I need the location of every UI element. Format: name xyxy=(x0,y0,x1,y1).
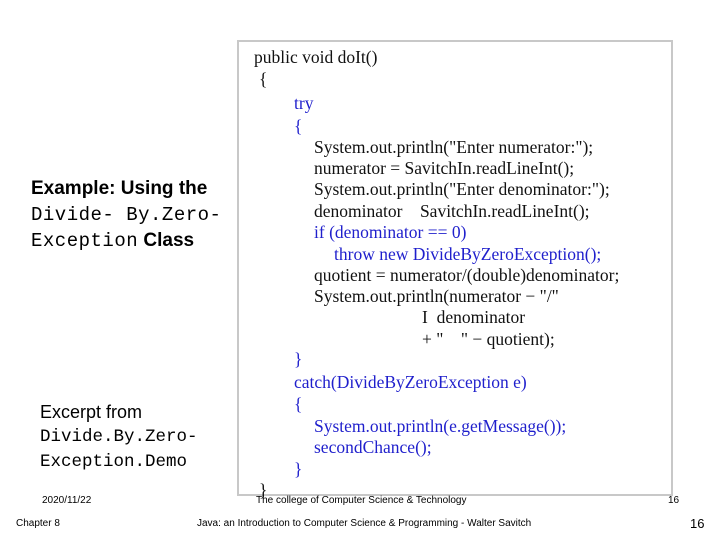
footer-chapter: Chapter 8 xyxy=(16,518,60,529)
code-line-2: { xyxy=(259,69,268,89)
title-line-1: Example: Using the xyxy=(31,178,208,199)
code-listing xyxy=(237,40,673,500)
code-line-1: public void doIt() xyxy=(254,47,378,67)
page-number: 16 xyxy=(690,516,705,531)
caption-line-2: Divide.By.Zero- xyxy=(40,427,198,447)
footer-date: 2020/11/22 xyxy=(42,495,92,506)
title-line-2: Divide- By.Zero- xyxy=(31,204,222,226)
code-line-15: } xyxy=(294,349,303,369)
code-line-10: throw new DivideByZeroException(); xyxy=(334,244,602,264)
code-line-9: if (denominator == 0) xyxy=(314,222,467,242)
code-line-20: } xyxy=(294,459,303,479)
title-line-3 xyxy=(31,228,246,254)
excerpt-caption xyxy=(40,400,240,475)
code-line-4: { xyxy=(294,116,303,136)
code-line-19: secondChance(); xyxy=(314,437,432,457)
code-line-8: denominator SavitchIn.readLineInt(); xyxy=(314,201,590,221)
code-line-18: System.out.println(e.getMessage()); xyxy=(314,416,567,436)
code-line-13: I denominator xyxy=(422,307,526,327)
caption-line-3: Exception.Demo xyxy=(40,452,188,472)
footer-college: The college of Computer Science & Technology xyxy=(256,495,467,506)
code-line-16: catch(DivideByZeroException e) xyxy=(294,372,527,392)
code-line-12: System.out.println(numerator − "/" xyxy=(314,286,559,306)
code-line-6: numerator = SavitchIn.readLineInt(); xyxy=(314,158,575,178)
code-line-14: + " " − quotient); xyxy=(422,329,555,349)
slide-title xyxy=(31,176,246,254)
caption-line-1: Excerpt from xyxy=(40,402,143,422)
code-line-5: System.out.println("Enter numerator:"); xyxy=(314,137,594,157)
code-line-21: } xyxy=(259,480,268,500)
title-line-3-tail: Class xyxy=(143,230,195,251)
code-line-17: { xyxy=(294,394,303,414)
code-line-3: try xyxy=(294,93,314,113)
footer-book: Java: an Introduction to Computer Science & Programming - Walter Savitch xyxy=(197,518,532,529)
code-line-7: System.out.println("Enter denominator:"); xyxy=(314,179,610,199)
footer-inner-page: 16 xyxy=(668,495,680,506)
code-line-11: quotient = numerator/(double)denominator; xyxy=(314,265,620,285)
title-line-3-mono: Exception xyxy=(31,230,139,252)
